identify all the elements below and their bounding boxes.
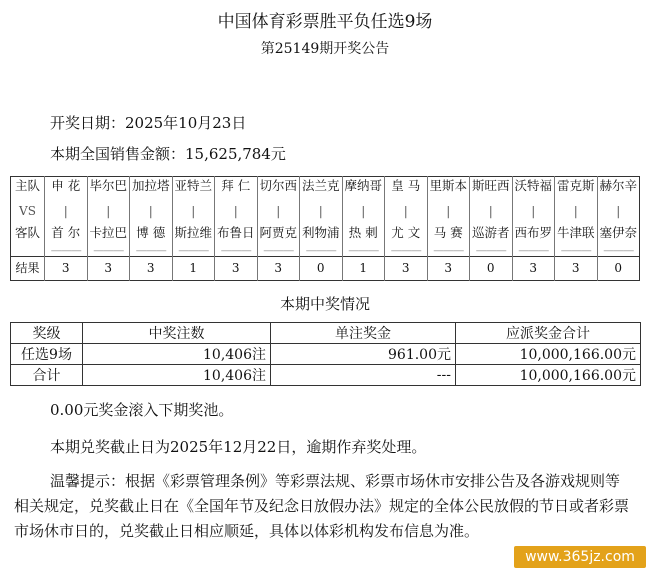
away-team: 巡游者 [470, 224, 513, 247]
away-team: 首 尔 [45, 224, 88, 247]
page-title: 中国体育彩票胜平负任选9场 [217, 12, 433, 32]
home-team: 雷克斯 [555, 177, 598, 200]
match-table [10, 176, 640, 281]
vs-label: VS [19, 204, 36, 219]
header-level: 奖级 [11, 323, 83, 344]
dash-separator: ——— [215, 247, 258, 257]
match-result: 3 [385, 257, 428, 281]
match-result: 3 [512, 257, 555, 281]
away-team: 尤 文 [385, 224, 428, 247]
prize-level: 合计 [11, 365, 83, 386]
deadline-note: 本期兑奖截止日为2025年12月22日，逾期作弃奖处理。 [50, 438, 427, 456]
match-result: 0 [470, 257, 513, 281]
prize-total: 10,000,166.00元 [456, 365, 641, 386]
home-team-row [11, 177, 640, 200]
dash-label-cell [11, 247, 45, 257]
match-result: 0 [300, 257, 343, 281]
away-team: 利物浦 [300, 224, 343, 247]
vs-separator: | [45, 199, 88, 224]
vs-separator: | [257, 199, 300, 224]
header-total: 应派奖金合计 [456, 323, 641, 344]
match-result: 3 [257, 257, 300, 281]
away-team: 塞伊奈 [597, 224, 640, 247]
prize-winners: 10,406注 [83, 344, 271, 365]
match-result: 3 [555, 257, 598, 281]
home-team: 加拉塔 [130, 177, 173, 200]
site-watermark: www.365jz.com [514, 546, 646, 568]
vs-row [11, 199, 640, 224]
prize-table [10, 322, 641, 386]
match-result: 3 [215, 257, 258, 281]
away-team: 阿贾克 [257, 224, 300, 247]
home-team: 斯旺西 [470, 177, 513, 200]
rollover-note: 0.00元奖金滚入下期奖池。 [50, 401, 234, 419]
prize-row [11, 344, 641, 365]
dash-separator: ——— [257, 247, 300, 257]
vs-separator: | [597, 199, 640, 224]
dash-separator: ——— [597, 247, 640, 257]
header-winners: 中奖注数 [83, 323, 271, 344]
home-team: 皇 马 [385, 177, 428, 200]
dash-separator: ——— [342, 247, 385, 257]
match-result: 3 [87, 257, 130, 281]
dash-separator: ——— [87, 247, 130, 257]
vs-separator: | [512, 199, 555, 224]
prize-unit: --- [271, 365, 456, 386]
dash-separator: ——— [300, 247, 343, 257]
prize-header-row [11, 323, 641, 344]
dash-row [11, 247, 640, 257]
prize-section-title: 本期中奖情况 [279, 295, 370, 313]
result-row [11, 257, 640, 281]
dash-separator: ——— [130, 247, 173, 257]
away-team: 牛津联 [555, 224, 598, 247]
home-team: 毕尔巴 [87, 177, 130, 200]
match-result: 0 [597, 257, 640, 281]
vs-separator: | [172, 199, 215, 224]
prize-level: 任选9场 [11, 344, 83, 365]
dash-separator: ——— [427, 247, 470, 257]
match-result: 1 [172, 257, 215, 281]
dash-separator: ——— [385, 247, 428, 257]
draw-date: 开奖日期：2025年10月23日 [50, 114, 247, 132]
home-team: 摩纳哥 [342, 177, 385, 200]
away-team: 西布罗 [512, 224, 555, 247]
notice-paragraph: 温馨提示：根据《彩票管理条例》等彩票法规、彩票市场休市安排公告及各游戏规则等相关规定，兑奖截止日在《全国年节及纪念日放假办法》规定的全体公民放假的节日或者彩票市场休市日的，兑奖截止日相应顺延，具体以体彩机构发布信息为准。 [14, 472, 630, 540]
dash-separator: ——— [45, 247, 88, 257]
prize-total: 10,000,166.00元 [456, 344, 641, 365]
vs-separator: | [555, 199, 598, 224]
match-result: 3 [427, 257, 470, 281]
home-team: 申 花 [45, 177, 88, 200]
vs-separator: | [385, 199, 428, 224]
match-result: 3 [45, 257, 88, 281]
home-team: 沃特福 [512, 177, 555, 200]
prize-unit: 961.00元 [271, 344, 456, 365]
vs-separator: | [342, 199, 385, 224]
match-result: 3 [130, 257, 173, 281]
home-team: 法兰克 [300, 177, 343, 200]
vs-separator: | [87, 199, 130, 224]
sales-amount: 本期全国销售金额：15,625,784元 [50, 145, 286, 163]
away-team: 斯拉维 [172, 224, 215, 247]
away-team: 卡拉巴 [87, 224, 130, 247]
page-subtitle: 第25149期开奖公告 [260, 41, 390, 57]
dash-separator: ——— [172, 247, 215, 257]
home-team: 亚特兰 [172, 177, 215, 200]
vs-separator: | [300, 199, 343, 224]
away-label: 客队 [14, 225, 40, 241]
dash-separator: ——— [512, 247, 555, 257]
home-team: 拜 仁 [215, 177, 258, 200]
vs-separator: | [130, 199, 173, 224]
result-label: 结果 [11, 257, 45, 281]
away-team: 热 刺 [342, 224, 385, 247]
prize-row [11, 365, 641, 386]
vs-separator: | [427, 199, 470, 224]
home-team: 里斯本 [427, 177, 470, 200]
prize-winners: 10,406注 [83, 365, 271, 386]
home-label: 主队 [14, 178, 40, 193]
home-team: 切尔西 [257, 177, 300, 200]
home-team: 赫尔辛 [597, 177, 640, 200]
away-team: 博 德 [130, 224, 173, 247]
match-result: 1 [342, 257, 385, 281]
vs-separator: | [470, 199, 513, 224]
vs-separator: | [215, 199, 258, 224]
dash-separator: ——— [555, 247, 598, 257]
away-team: 马 赛 [427, 224, 470, 247]
dash-separator: ——— [470, 247, 513, 257]
away-team: 布鲁日 [215, 224, 258, 247]
header-unit-prize: 单注奖金 [271, 323, 456, 344]
